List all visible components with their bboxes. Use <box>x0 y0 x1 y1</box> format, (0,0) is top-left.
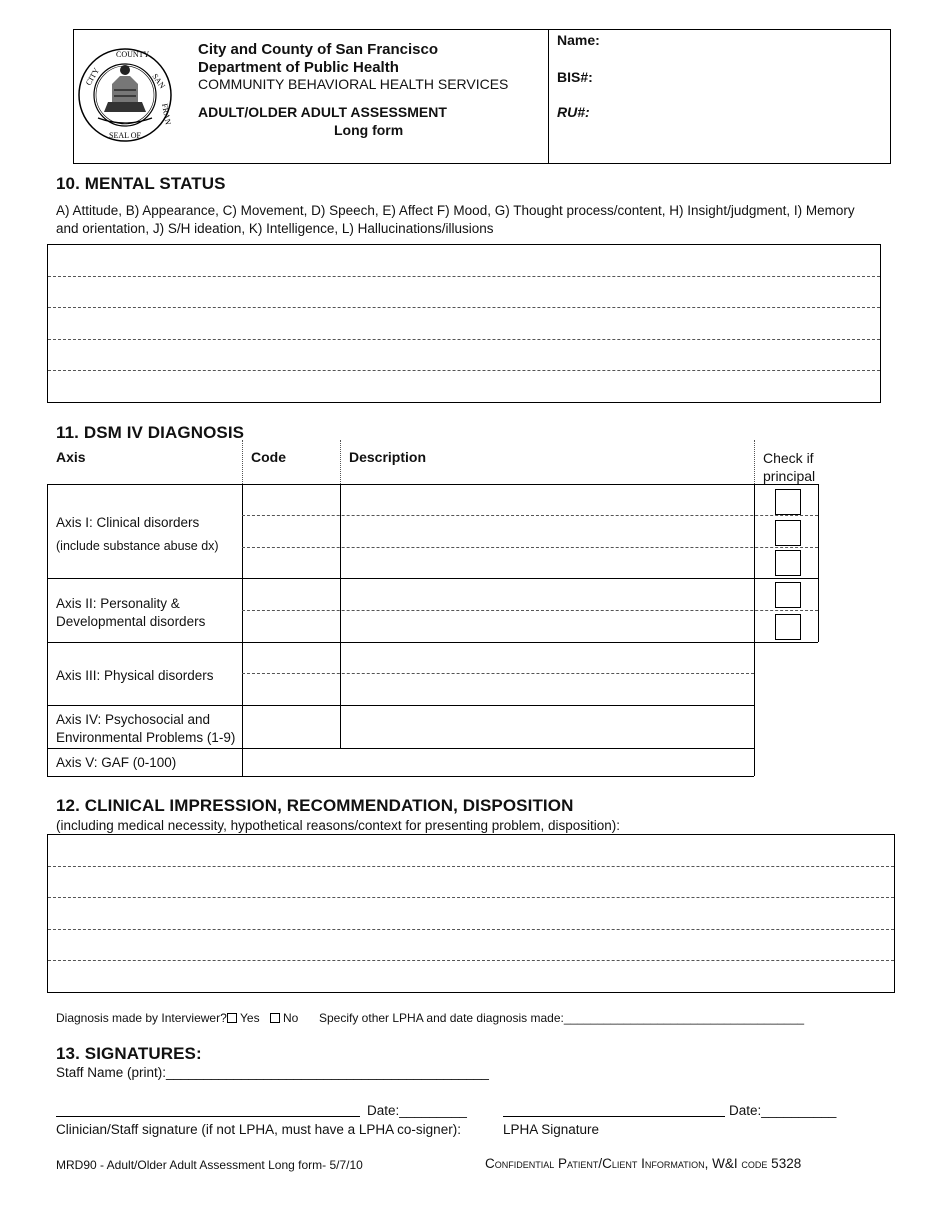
clinician-signature-label: Clinician/Staff signature (if not LPHA, must have a LPHA co-signer): <box>56 1122 461 1137</box>
svg-text:SEAL OF: SEAL OF <box>109 131 141 140</box>
svg-text:FRAN: FRAN <box>160 102 173 126</box>
svg-text:COUNTY: COUNTY <box>116 50 150 59</box>
interviewer-yes-option[interactable] <box>227 1011 260 1025</box>
sub-row-line <box>242 610 818 611</box>
mental-status-description: A) Attitude, B) Appearance, C) Movement, D) Speech, E) Affect F) Mood, G) Thought process/content, H) Insight/judgment, I) Memory and orientation, J) S/H ideation, K) Intelligence, L) Hallucinations/illusions <box>56 203 855 236</box>
staff-name-field[interactable]: Staff Name (print):___________________________________________ <box>56 1065 489 1080</box>
axis3-label: Axis III: Physical disorders <box>56 668 214 683</box>
table-border <box>47 776 754 777</box>
clinical-subtitle: (including medical necessity, hypothetical reasons/context for presenting problem, disposition): <box>56 818 621 833</box>
lpha-signature-label: LPHA Signature <box>503 1122 600 1137</box>
sub-row-line <box>242 515 818 516</box>
footer-confidential: Confidential Patient/Client Information, W&I code 5328 <box>485 1156 802 1171</box>
col-header-axis: Axis <box>56 449 86 465</box>
clinician-signature-line[interactable] <box>56 1116 360 1117</box>
table-border <box>47 578 818 579</box>
principal-checkbox[interactable] <box>775 489 801 515</box>
axis5-label: Axis V: GAF (0-100) <box>56 755 177 770</box>
axis1-label: Axis I: Clinical disorders <box>56 515 200 530</box>
col-header-description: Description <box>349 449 427 465</box>
interviewer-no-option[interactable] <box>270 1011 298 1025</box>
mental-status-title: 10. MENTAL STATUS <box>56 174 226 193</box>
axis1-note: (include substance abuse dx) <box>56 539 219 553</box>
clinical-textbox[interactable] <box>47 834 895 993</box>
no-checkbox[interactable] <box>270 1013 280 1023</box>
table-border <box>754 484 755 776</box>
table-border <box>47 705 754 706</box>
name-label: Name: <box>557 32 600 48</box>
principal-checkbox[interactable] <box>775 614 801 640</box>
lpha-signature-line[interactable] <box>503 1116 725 1117</box>
axis1-code-cell[interactable] <box>243 485 339 514</box>
clinical-title: 12. CLINICAL IMPRESSION, RECOMMENDATION, DISPOSITION <box>56 796 574 815</box>
interviewer-question: Diagnosis made by Interviewer? <box>56 1011 227 1025</box>
axis4-label: Axis IV: Psychosocial and Environmental Problems (1-9) <box>56 712 236 745</box>
lpha-date-field[interactable]: Date:__________ <box>729 1103 837 1118</box>
form-subtitle: Long form <box>334 122 404 138</box>
signatures-title: 13. SIGNATURES: <box>56 1044 202 1063</box>
svg-text:SAN: SAN <box>150 71 167 91</box>
division-name: COMMUNITY BEHAVIORAL HEALTH SERVICES <box>198 76 509 92</box>
bis-label: BIS#: <box>557 69 593 85</box>
col-header-code: Code <box>251 449 286 465</box>
clinician-date-field[interactable]: Date:_________ <box>367 1103 467 1118</box>
writing-line[interactable] <box>48 898 894 930</box>
axis2-label: Axis II: Personality & Developmental disorders <box>56 596 206 629</box>
axis5-gaf-cell[interactable] <box>243 749 753 775</box>
specify-lpha-field[interactable]: Specify other LPHA and date diagnosis made:____________________________________ <box>319 1011 805 1025</box>
svg-text:CITY: CITY <box>83 66 102 87</box>
footer-form-id: MRD90 - Adult/Older Adult Assessment Long form- 5/7/10 <box>56 1158 363 1172</box>
form-title: ADULT/OLDER ADULT ASSESSMENT <box>198 104 447 120</box>
table-border <box>47 642 818 643</box>
writing-line[interactable] <box>48 835 894 867</box>
ru-label: RU#: <box>557 104 590 120</box>
table-border <box>818 484 819 642</box>
no-label: No <box>283 1011 299 1025</box>
writing-line[interactable] <box>48 961 894 993</box>
writing-line[interactable] <box>48 930 894 962</box>
principal-checkbox[interactable] <box>775 582 801 608</box>
principal-checkbox[interactable] <box>775 550 801 576</box>
sub-row-line <box>242 547 818 548</box>
axis4-code-cell[interactable] <box>243 707 339 747</box>
org-name: City and County of San Francisco <box>198 41 439 58</box>
axis1-description-cell[interactable] <box>341 485 753 514</box>
department-name: Department of Public Health <box>198 59 399 76</box>
yes-checkbox[interactable] <box>227 1013 237 1023</box>
col-header-check: Check if principal <box>763 450 816 484</box>
principal-checkbox[interactable] <box>775 520 801 546</box>
axis4-description-cell[interactable] <box>341 707 753 747</box>
sub-row-line <box>242 673 754 674</box>
dsm-title: 11. DSM IV DIAGNOSIS <box>56 423 245 442</box>
writing-line[interactable] <box>48 867 894 899</box>
table-border <box>47 484 48 776</box>
yes-label: Yes <box>240 1011 260 1025</box>
